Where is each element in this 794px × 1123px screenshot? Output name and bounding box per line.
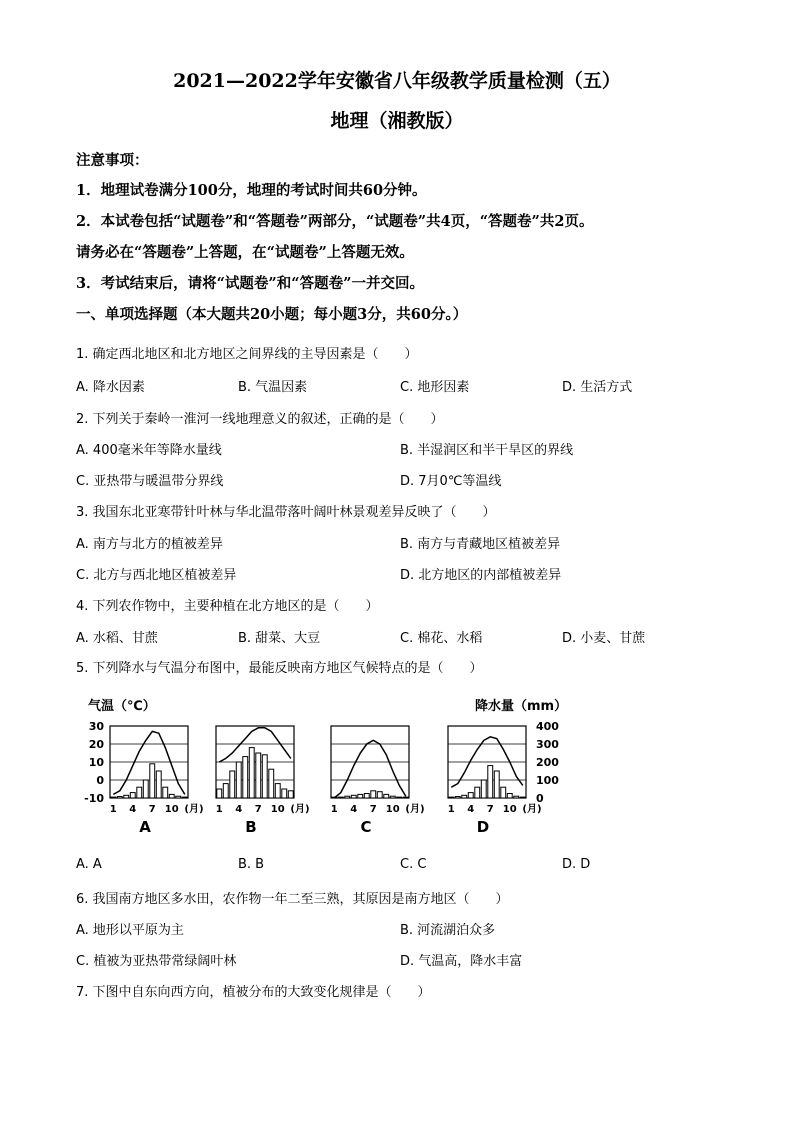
option-d: D. 生活方式 bbox=[562, 380, 633, 395]
option-b: B. 气温因素 bbox=[238, 380, 308, 395]
chart-label: A bbox=[139, 818, 151, 836]
precipitation-bar bbox=[230, 771, 235, 798]
precipitation-tick-label: 200 bbox=[536, 756, 559, 769]
notes-heading: 注意事项： bbox=[76, 152, 149, 169]
chart-label: D bbox=[476, 818, 490, 836]
precipitation-bar bbox=[462, 795, 467, 798]
option-d: D. 北方地区的内部植被差异 bbox=[400, 568, 562, 583]
month-tick-label: (月) bbox=[184, 804, 204, 815]
month-tick-label: (月) bbox=[522, 804, 542, 815]
page-title: 2021—2022学年安徽省八年级教学质量检测（五） bbox=[173, 70, 621, 92]
precipitation-bar bbox=[345, 796, 350, 798]
precipitation-bar bbox=[124, 795, 129, 798]
month-tick-label: 4 bbox=[350, 804, 358, 815]
question-stem: 1. 确定西北地区和北方地区之间界线的主导因素是（ ） bbox=[76, 347, 418, 362]
precipitation-tick-label: 100 bbox=[536, 774, 559, 787]
month-tick-label: 10 bbox=[164, 804, 179, 815]
option-d: D. 小麦、甘蔗 bbox=[562, 631, 646, 646]
option-a: A. 地形以平原为主 bbox=[76, 923, 184, 938]
climate-chart-a bbox=[110, 726, 204, 836]
precipitation-axis-ticks bbox=[536, 720, 559, 805]
option-d: D. 气温高，降水丰富 bbox=[400, 954, 523, 969]
question-stem: 5. 下列降水与气温分布图中，最能反映南方地区气候特点的是（ ） bbox=[76, 661, 483, 676]
temperature-tick-label: -10 bbox=[84, 792, 104, 805]
temperature-tick-label: 0 bbox=[96, 774, 104, 787]
note-item: 请务必在“答题卷”上答题，在“试题卷”上答题无效。 bbox=[76, 244, 414, 261]
month-tick-label: 7 bbox=[486, 804, 494, 815]
precipitation-tick-label: 400 bbox=[536, 720, 559, 733]
month-tick-label: 7 bbox=[369, 804, 377, 815]
month-tick-label: 4 bbox=[467, 804, 475, 815]
precipitation-bar bbox=[455, 797, 460, 798]
precipitation-bar bbox=[117, 797, 122, 798]
precipitation-bar bbox=[249, 748, 254, 798]
option-b: B. 河流湖泊众多 bbox=[400, 923, 496, 938]
option-a: A. A bbox=[76, 857, 102, 872]
option-c: C. 棉花、水稻 bbox=[400, 631, 483, 646]
precipitation-bar bbox=[143, 780, 148, 798]
question-stem: 3. 我国东北亚寒带针叶林与华北温带落叶阔叶林景观差异反映了（ ） bbox=[76, 505, 496, 520]
option-d: D. 7月0℃等温线 bbox=[400, 474, 502, 489]
precipitation-bar bbox=[364, 794, 369, 799]
precipitation-bar bbox=[176, 796, 181, 798]
precipitation-bar bbox=[501, 787, 506, 798]
temperature-tick-label: 20 bbox=[88, 738, 104, 751]
option-d: D. D bbox=[562, 857, 591, 872]
precipitation-bar bbox=[169, 794, 174, 798]
precipitation-bar bbox=[275, 784, 280, 798]
left-axis-label: 气温（℃） bbox=[88, 699, 156, 714]
note-item: 1．地理试卷满分100分，地理的考试时间共60分钟。 bbox=[76, 182, 427, 199]
month-tick-label: (月) bbox=[290, 804, 310, 815]
option-b: B. 南方与青藏地区植被差异 bbox=[400, 537, 561, 552]
precipitation-bar bbox=[507, 794, 512, 799]
precipitation-bar bbox=[397, 797, 402, 798]
note-item: 3．考试结束后，请将“试题卷”和“答题卷”一并交回。 bbox=[76, 275, 424, 292]
option-a: A. 降水因素 bbox=[76, 380, 145, 395]
precipitation-bar bbox=[282, 789, 287, 798]
option-a: A. 南方与北方的植被差异 bbox=[76, 537, 223, 552]
option-c: C. 地形因素 bbox=[400, 380, 470, 395]
climate-chart-d bbox=[448, 726, 542, 836]
precipitation-bar bbox=[163, 787, 168, 798]
precipitation-bar bbox=[217, 789, 222, 798]
precipitation-bar bbox=[269, 769, 274, 798]
precipitation-bar bbox=[449, 797, 454, 798]
temperature-tick-label: 30 bbox=[88, 720, 104, 733]
chart-label: C bbox=[360, 818, 372, 836]
question-stem: 7. 下图中自东向西方向，植被分布的大致变化规律是（ ） bbox=[76, 985, 431, 1000]
precipitation-bar bbox=[358, 794, 363, 798]
question-stem: 2. 下列关于秦岭一淮河一线地理意义的叙述，正确的是（ ） bbox=[76, 412, 444, 427]
month-tick-label: 1 bbox=[447, 804, 455, 815]
month-tick-label: 10 bbox=[270, 804, 285, 815]
climate-chart-c bbox=[331, 726, 425, 836]
section-heading: 一、单项选择题（本大题共20小题；每小题3分，共60分。） bbox=[76, 306, 468, 323]
month-tick-label: 10 bbox=[502, 804, 517, 815]
precipitation-bar bbox=[137, 787, 142, 798]
precipitation-bar bbox=[150, 764, 155, 798]
precipitation-bar bbox=[475, 787, 480, 798]
option-b: B. B bbox=[238, 857, 265, 872]
temperature-line bbox=[113, 731, 185, 794]
month-tick-label: 10 bbox=[385, 804, 400, 815]
option-c: C. C bbox=[400, 857, 427, 872]
precipitation-tick-label: 0 bbox=[536, 792, 544, 805]
climate-chart-b bbox=[216, 726, 310, 836]
precipitation-bar bbox=[262, 755, 267, 798]
precipitation-bar bbox=[371, 791, 376, 798]
precipitation-bar bbox=[468, 793, 473, 798]
month-tick-label: 1 bbox=[215, 804, 223, 815]
precipitation-bar bbox=[243, 757, 248, 798]
month-tick-label: (月) bbox=[405, 804, 425, 815]
option-c: C. 亚热带与暖温带分界线 bbox=[76, 474, 224, 489]
month-tick-label: 7 bbox=[148, 804, 156, 815]
precipitation-bar bbox=[236, 762, 241, 798]
precipitation-bar bbox=[488, 766, 493, 798]
precipitation-bar bbox=[384, 794, 389, 798]
precipitation-bar bbox=[111, 797, 116, 798]
precipitation-bar bbox=[338, 797, 343, 798]
temperature-line bbox=[219, 728, 290, 762]
precipitation-bar bbox=[514, 796, 519, 798]
question-stem: 4. 下列农作物中，主要种植在北方地区的是（ ） bbox=[76, 599, 379, 614]
page-subtitle: 地理（湘教版） bbox=[330, 110, 464, 132]
chart-label: B bbox=[245, 818, 257, 836]
note-item: 2．本试卷包括“试题卷”和“答题卷”两部分，“试题卷”共4页，“答题卷”共2页。 bbox=[76, 213, 594, 230]
precipitation-bar bbox=[156, 771, 161, 798]
precipitation-bar bbox=[256, 753, 261, 798]
option-b: B. 甜菜、大豆 bbox=[238, 631, 321, 646]
option-b: B. 半湿润区和半干旱区的界线 bbox=[400, 443, 574, 458]
temperature-axis-ticks bbox=[84, 720, 104, 805]
precipitation-bar bbox=[520, 797, 525, 798]
precipitation-bar bbox=[223, 784, 228, 798]
precipitation-bar bbox=[130, 793, 135, 798]
precipitation-bar bbox=[182, 797, 187, 798]
precipitation-bar bbox=[288, 791, 293, 798]
option-c: C. 北方与西北地区植被差异 bbox=[76, 568, 237, 583]
option-c: C. 植被为亚热带常绿阔叶林 bbox=[76, 954, 237, 969]
right-axis-label: 降水量（mm） bbox=[475, 699, 568, 714]
precipitation-bar bbox=[481, 780, 486, 798]
precipitation-bar bbox=[494, 771, 499, 798]
precipitation-tick-label: 300 bbox=[536, 738, 559, 751]
question-stem: 6. 我国南方地区多水田，农作物一年二至三熟，其原因是南方地区（ ） bbox=[76, 892, 509, 907]
precipitation-bar bbox=[351, 795, 356, 798]
month-tick-label: 1 bbox=[330, 804, 338, 815]
precipitation-bar bbox=[377, 792, 382, 798]
option-a: A. 水稻、甘蔗 bbox=[76, 631, 158, 646]
month-tick-label: 4 bbox=[129, 804, 137, 815]
precipitation-bar bbox=[403, 797, 408, 798]
temperature-tick-label: 10 bbox=[88, 756, 104, 769]
month-tick-label: 4 bbox=[235, 804, 243, 815]
month-tick-label: 7 bbox=[254, 804, 262, 815]
option-a: A. 400毫米年等降水量线 bbox=[76, 443, 222, 458]
temperature-line bbox=[334, 740, 406, 798]
month-tick-label: 1 bbox=[109, 804, 117, 815]
climate-charts-figure bbox=[80, 690, 580, 846]
precipitation-bar bbox=[390, 796, 395, 798]
